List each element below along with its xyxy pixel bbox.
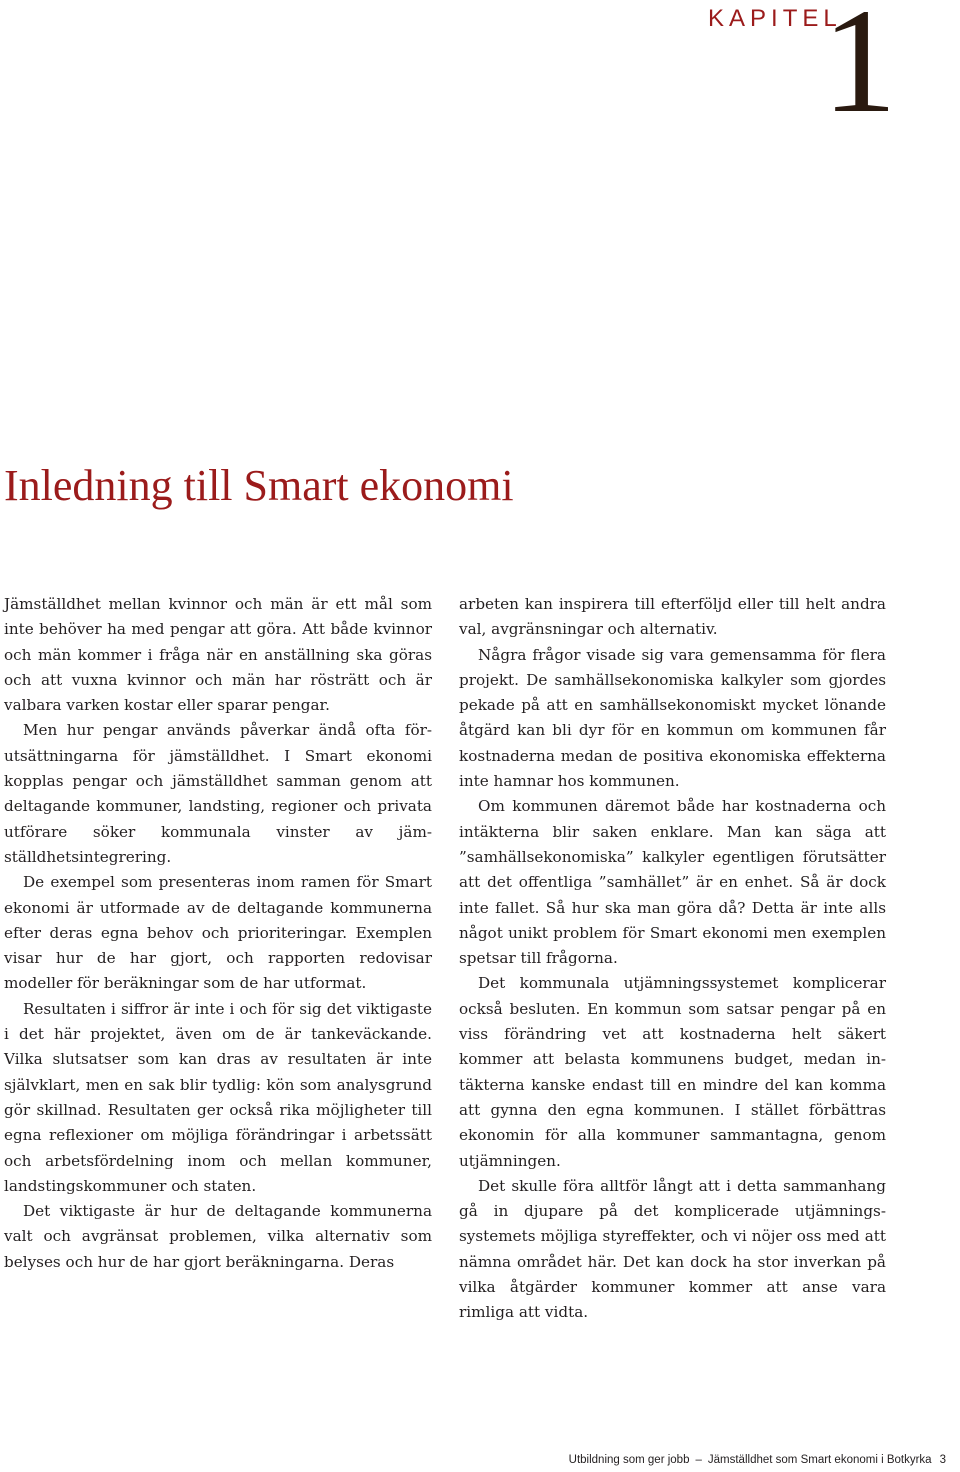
body-paragraph: Jämställdhet mellan kvinnor och män är ett mål som inte behöver ha med pengar att göra. Att både kvinnor och män kommer i fråga när en anställning ska göras och att vuxna kvinnor och män har rösträtt och är valbara varken kostar eller sparar pengar. — [4, 595, 432, 715]
body-paragraph: Det viktigaste är hur de deltagande kommunerna valt och avgränsat problemen, vilka alternativ som belyses och hur de har gjort beräkningarna. Deras — [4, 1202, 432, 1271]
page-number: 3 — [939, 1454, 946, 1466]
footer-report-title: Jämställdhet som Smart ekonomi i Botkyrka — [707, 1454, 932, 1466]
body-paragraph: Det kommunala utjämningssystemet komplicerar också besluten. En kommun som satsar pengar på en viss förändring vet att kostnaderna helt säkert kommer att belasta kommunens budget, medan intäkterna kanske endast till en mindre del kan komma att gynna den egna kommunen. I stället förbättras ekonomin för alla kommuner sammantagna, genom utjämningen. — [459, 974, 886, 1170]
body-column-right — [459, 592, 886, 1326]
body-paragraph: Om kommunen däremot både har kostnaderna och intäkterna blir saken enklare. Man kan säga att ”samhällsekonomiska” kalkyler egentligen förutsätter att det offentliga ”samhället” är en enhet. Så är dock inte fallet. Så hur ska man göra då? Detta är inte alls något unikt problem för Smart ekonomi men exemplen spetsar till frågorna. — [459, 797, 886, 968]
chapter-title: Inledning till Smart ekonomi — [4, 461, 514, 510]
body-paragraph: Några frågor visade sig vara gemensamma för flera projekt. De samhällsekonomiska kalkyler som gjordes pekade på att en samhällsekonomiskt mycket lönande åtgärd kan bli dyr för en kommun om kommunen får kostnaderna medan de positiva ekonomiska effekterna inte hamnar hos kommunen. — [459, 645, 886, 791]
page-footer — [569, 1452, 946, 1468]
body-paragraph: Det skulle föra alltför långt att i detta sammanhang gå in djupare på det komplicerade utjämningssystemets möjliga styreffekter, och vi nöjer oss med att nämna området här. Det kan dock ha stor inverkan på vilka åtgärder kommuner kommer att anse vara rimliga att vidta. — [459, 1176, 886, 1322]
body-paragraph: arbeten kan inspirera till efterföljd eller till helt andra val, avgränsningar och alternativ. — [459, 595, 886, 639]
body-paragraph: Resultaten i siffror är inte i och för sig det viktigaste i det här projektet, även om de är tankeväckande. Vilka slutsatser som kan dras av resultaten är inte självklart, men en sak blir tydlig: kön som analysgrund gör skillnad. Resultaten ger också rika möjligheter till egna reflexioner om möjliga förändringar i arbetssätt och arbetsfördelning inom och mellan kommuner, landstingskommuner och staten. — [4, 999, 432, 1195]
footer-publication-title: Utbildning som ger jobb — [568, 1454, 690, 1466]
body-paragraph: Men hur pengar används påverkar ändå ofta förutsättningarna för jämställdhet. I Smart ekonomi kopplas pengar och jämställdhet samman genom att deltagande kommuner, landsting, regioner och privata utförare söker kommunala vinster av jämställdhetsintegrering. — [4, 721, 432, 866]
body-paragraph: De exempel som presenteras inom ramen för Smart ekonomi är utformade av de deltagande kommunerna efter deras egna behov och prioriteringar. Exemplen visar hur de har gjort, och rapporten redovisar modeller för beräkningar som de har utformat. — [4, 873, 432, 993]
body-column-left — [4, 592, 432, 1275]
kapitel-label: KAPITEL — [708, 5, 842, 32]
footer-separator: – — [695, 1454, 702, 1466]
chapter-number: 1 — [822, 0, 895, 144]
